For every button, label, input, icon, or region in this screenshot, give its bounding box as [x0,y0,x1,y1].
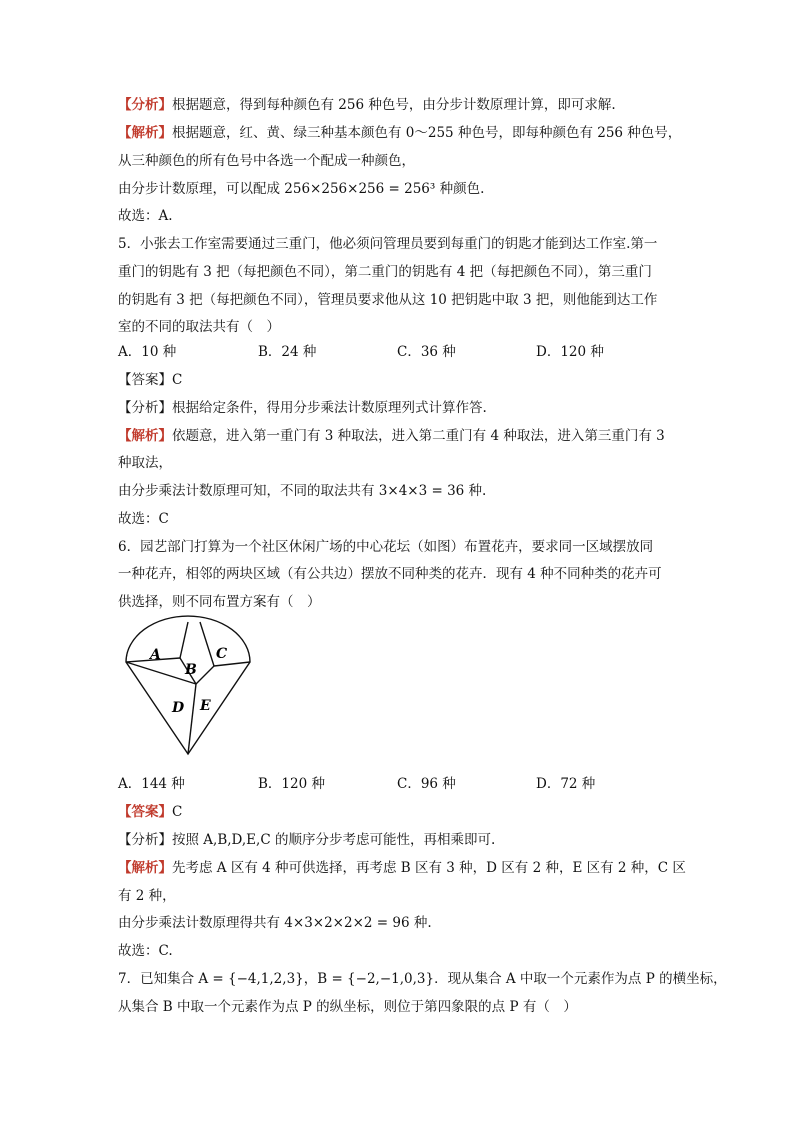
analysis-tag: 【分析】 [118,400,172,416]
solution-text: 根据题意，红、黄、绿三种基本颜色有 0～255 种色号，即每种颜色有 256 种色号， [172,125,682,141]
answer-text: C [172,804,183,820]
solution-line: 从三种颜色的所有色号中各选一个配成一种颜色， [118,153,415,169]
region-label-e: E [200,698,211,714]
option-d: D．72 种 [536,776,596,792]
analysis-line [118,398,487,418]
question-6-stem: 一种花卉，相邻的两块区域（有公共边）摆放不同种类的花卉．现有 4 种不同种类的花卉可 [118,566,662,582]
region-label-c: C [216,646,228,662]
option-a: A．10 种 [118,344,177,360]
choice-line: 故选：A. [118,208,173,224]
option-c: C．96 种 [397,776,456,792]
solution-line [118,858,686,878]
option-a: A．144 种 [118,776,185,792]
question-7-stem: 7．已知集合 A = {−4,1,2,3}，B = {−2,−1,0,3}．现从集合 A 中取一个元素作为点 P 的横坐标， [118,971,727,987]
question-7-stem: 从集合 B 中取一个元素作为点 P 的纵坐标，则位于第四象限的点 P 有（ ） [118,999,577,1015]
solution-tag: 【解析】 [118,125,172,141]
solution-line: 有 2 种， [118,888,176,904]
choice-line: 故选：C [118,511,169,527]
solution-line [118,426,665,446]
flower-bed-figure [118,614,258,764]
answer-line [118,370,182,390]
solution-tag: 【解析】 [118,428,172,444]
flower-bed-diagram [118,614,258,764]
solution-text: 先考虑 A 区有 4 种可供选择，再考虑 B 区有 3 种，D 区有 2 种，E 区有 2 种，C 区 [172,860,686,876]
answer-line [118,802,182,822]
analysis-line [118,95,616,115]
region-label-d: D [172,700,185,716]
region-label-b: B [185,662,197,678]
outer-boundary [126,616,250,754]
question-5-stem: 5．小张去工作室需要通过三重门，他必须问管理员要到每重门的钥匙才能到达工作室.第一 [118,236,658,252]
solution-line: 由分步乘法计数原理得共有 4×3×2×2×2 = 96 种. [118,915,432,931]
solution-text: 依题意，进入第一重门有 3 种取法，进入第二重门有 4 种取法，进入第三重门有 3 [172,428,665,444]
option-b: B．24 种 [258,344,317,360]
option-c: C．36 种 [397,344,456,360]
question-6-stem: 6．园艺部门打算为一个社区休闲广场的中心花坛（如图）布置花卉，要求同一区域摆放同 [118,539,654,555]
analysis-text: 根据给定条件，得用分步乘法计数原理列式计算作答. [172,400,487,416]
question-5-stem: 的钥匙有 3 把（每把颜色不同），管理员要求他从这 10 把钥匙中取 3 把，则他能到达工作 [118,292,658,308]
divider-bc [200,622,214,666]
analysis-tag: 【分析】 [118,97,172,113]
option-b: B．120 种 [258,776,325,792]
solution-line: 由分步计数原理，可以配成 256×256×256 = 256³ 种颜色. [118,181,485,197]
solution-line [118,123,681,143]
analysis-text: 根据题意，得到每种颜色有 256 种色号，由分步计数原理计算，即可求解. [172,97,616,113]
analysis-text: 按照 A,B,D,E,C 的顺序分步考虑可能性，再相乘即可. [172,832,496,848]
answer-text: C [172,372,183,388]
question-5-stem: 重门的钥匙有 3 把（每把颜色不同），第二重门的钥匙有 4 把（每把颜色不同），第三重门 [118,264,652,280]
option-d: D．120 种 [536,344,604,360]
region-label-a: A [150,647,161,663]
choice-line: 故选：C. [118,943,173,959]
question-6-stem: 供选择，则不同布置方案有（ ） [118,594,321,610]
divider-c-e [214,662,250,666]
answer-tag: 【答案】 [118,372,172,388]
solution-line: 由分步乘法计数原理可知，不同的取法共有 3×4×3 = 36 种. [118,483,487,499]
answer-tag: 【答案】 [118,804,172,820]
analysis-tag: 【分析】 [118,832,172,848]
analysis-line [118,830,495,850]
question-5-stem: 室的不同的取法共有（ ） [118,319,280,335]
solution-tag: 【解析】 [118,860,172,876]
solution-line: 种取法， [118,455,172,471]
divider-ab [180,622,188,658]
